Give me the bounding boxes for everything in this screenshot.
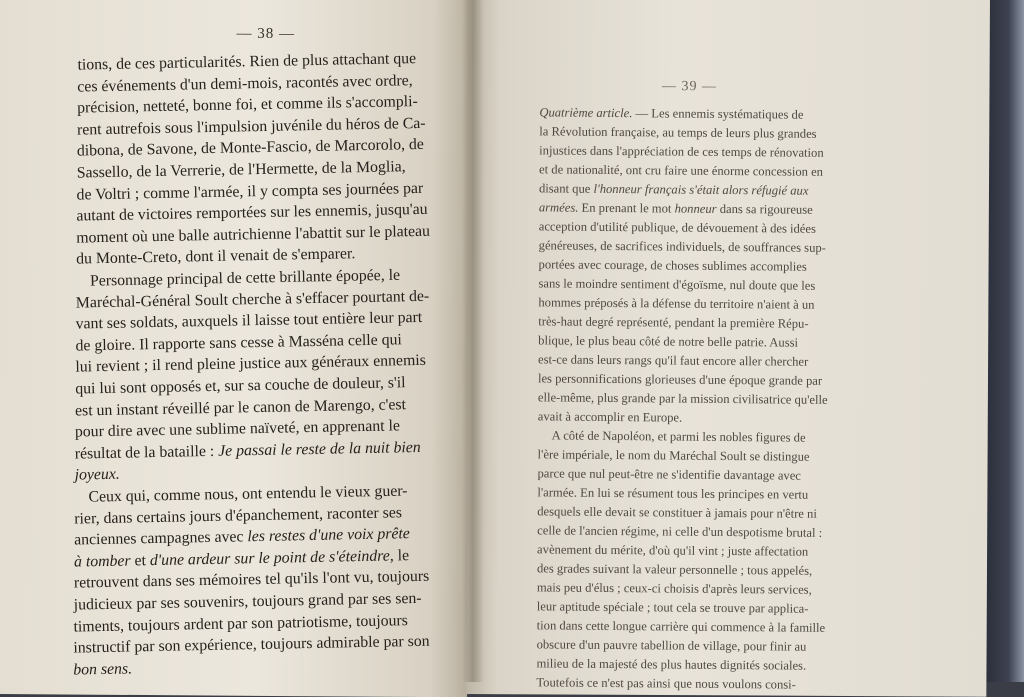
left-text-line	[77, 93, 447, 118]
right-text-line	[537, 542, 945, 561]
left-text-line	[75, 352, 445, 377]
background-cover	[985, 0, 1024, 682]
italic-text: joyeux.	[74, 466, 120, 484]
right-text-line	[539, 219, 947, 238]
italic-text: Je passai le reste de la nuit bien	[218, 438, 421, 460]
right-text-line	[539, 257, 947, 276]
text-fragment: injustices dans l'appréciation de ces temps de rénovation	[539, 143, 824, 160]
left-text-line	[73, 654, 443, 679]
text-fragment: généreuses, de sacrifices individuels, de souffrances sup-	[538, 238, 826, 255]
text-fragment: du Monte-Creto, dont il venait de s'emparer.	[75, 245, 356, 268]
right-text-line	[538, 276, 946, 295]
right-text-line	[539, 143, 947, 162]
text-fragment: desquels elle devait se constituer à jamais pour n'être ni	[537, 504, 817, 521]
italic-text: honneur	[674, 201, 717, 216]
left-text-line	[74, 525, 444, 550]
text-fragment: milieu de la majesté des plus hautes dignités sociales.	[536, 656, 807, 673]
left-text-line	[75, 417, 445, 442]
text-fragment: anciennes campagnes avec	[74, 528, 248, 549]
text-fragment: blique, le plus beau côté de notre belle patrie. Aussi	[538, 333, 799, 350]
text-fragment: obscure d'un pauvre tabellion de village, pour finir au	[536, 637, 807, 654]
right-text-line	[537, 523, 945, 542]
right-text-line	[539, 124, 947, 143]
text-fragment: de gloire. Il rapporte sans cesse à Masséna celle qui	[75, 331, 402, 355]
text-fragment: très-haut degré représenté, pendant la première Répu-	[538, 314, 809, 331]
text-fragment: le	[393, 546, 410, 565]
right-text-line	[538, 352, 946, 371]
text-fragment: et	[130, 551, 151, 570]
left-text-line	[76, 309, 446, 334]
text-fragment: judicieux par ses souvenirs, toujours grand par ses sen-	[73, 589, 422, 614]
text-fragment: avènement du mérite, d'où qu'il vint ; juste affectation	[537, 542, 809, 559]
text-fragment: tions, de ces particularités. Rien de plus attachant que	[77, 50, 417, 74]
right-text-line	[537, 504, 945, 523]
text-fragment: ces événements d'un demi-mois, racontés avec ordre,	[77, 71, 413, 96]
text-fragment: tion dans cette longue carrière qui commence à la famille	[536, 618, 826, 635]
text-fragment: portées avec courage, de choses sublimes accomplies	[538, 257, 807, 274]
left-text-line	[90, 266, 446, 291]
text-fragment: parce que nul peut-être ne s'identifie davantage avec	[537, 466, 802, 483]
text-fragment: de Voltri ; comme l'armée, il y compta ses journées par	[76, 179, 424, 204]
text-fragment: Ceux qui, comme nous, ont entendu le vieux guer-	[88, 482, 408, 506]
text-fragment: précision, netteté, bonne foi, et comme ils s'accompli-	[77, 93, 418, 117]
text-fragment: acception d'utilité publique, de dévouement à des idées	[538, 219, 816, 236]
left-text-line	[74, 568, 444, 593]
right-text-line	[552, 428, 946, 446]
right-text-line	[539, 181, 947, 200]
text-fragment: En prenant le mot	[578, 200, 675, 216]
right-text-line	[539, 105, 947, 124]
left-text-line	[76, 201, 446, 226]
right-text-line	[537, 485, 945, 504]
left-text-line	[76, 244, 446, 269]
text-fragment: dans sa rigoureuse	[716, 201, 813, 217]
italic-text: armées.	[538, 200, 579, 215]
text-fragment: sans le moindre sentiment d'égoïsme, nul doute que les	[538, 276, 816, 293]
text-fragment: hommes préposés à la défense du territoire n'aient à un	[538, 295, 815, 312]
text-fragment: celle de l'ancien régime, ni celle d'un despotisme brutal :	[537, 523, 823, 540]
right-text-line	[538, 314, 946, 333]
text-fragment: qui lui sont opposés et, sur sa couche de douleur, s'il	[75, 374, 406, 398]
text-fragment: est-ce dans leurs rangs qu'il faut encore aller chercher	[538, 352, 809, 369]
right-text-line	[538, 333, 946, 352]
left-page	[0, 0, 472, 697]
right-text-line	[537, 466, 945, 485]
left-text-line	[77, 49, 447, 74]
text-fragment: instructif par son expérience, toujours admirable par son	[73, 632, 430, 657]
italic-text: Quatrième article.	[539, 105, 633, 121]
italic-text: bon sens.	[73, 660, 133, 679]
text-fragment: et de nationalité, ont cru faire une énorme concession en	[539, 162, 824, 179]
page-number-left: — 38 —	[236, 25, 296, 43]
text-fragment: Personnage principal de cette brillante épopée, le	[89, 266, 401, 290]
left-text-line	[73, 633, 443, 658]
italic-text: à tomber	[73, 552, 131, 571]
left-text-line	[77, 71, 447, 96]
right-text-line	[538, 447, 946, 466]
text-fragment: l'armée. En lui se résument tous les principes en vertu	[537, 485, 809, 502]
right-text-line	[536, 656, 944, 675]
text-fragment: dibona, de Savone, de Monte-Fascio, de Marcorolo, de	[76, 136, 424, 160]
text-fragment: A côté de Napoléon, et parmi les nobles figures de	[551, 428, 806, 445]
text-fragment: lui revient ; il rend pleine justice aux généraux ennemis	[75, 352, 426, 376]
right-text-line	[538, 409, 946, 428]
text-fragment: retrouvent dans ses mémoires tel qu'ils l'ont vu, toujours	[73, 568, 430, 592]
text-fragment: pour dire avec une sublime naïveté, en apprenant le	[74, 417, 401, 441]
page-number-right: — 39 —	[661, 79, 718, 95]
book-gutter	[462, 0, 484, 682]
left-text-line	[74, 589, 444, 614]
text-fragment: vant ses soldats, auxquels il laisse tout entière leur part	[75, 309, 423, 333]
right-text-line	[539, 200, 947, 219]
right-text-line	[538, 390, 946, 409]
left-text-line	[73, 611, 443, 636]
left-text-line	[88, 482, 444, 507]
text-fragment: leur aptitude spéciale ; tout cela se trouve par applica-	[536, 599, 809, 616]
text-fragment: est un instant réveillé par le canon de Marengo, c'est	[74, 395, 407, 420]
right-text-line	[539, 238, 947, 257]
right-text-line	[537, 561, 945, 580]
right-text-line	[539, 162, 947, 181]
italic-text: d'une ardeur sur le point de s'éteindre,	[149, 547, 394, 569]
text-fragment: timents, toujours ardent par son patriotisme, toujours	[73, 611, 409, 636]
left-text-line	[74, 503, 444, 528]
right-text-line	[538, 295, 946, 314]
text-fragment: la Révolution française, au temps de leurs plus grandes	[539, 124, 817, 141]
text-fragment: Maréchal-Général Soult cherche à s'effacer pourtant de-	[75, 287, 430, 312]
text-fragment: des grades suivant la valeur personnelle ; tous appelés,	[536, 561, 813, 578]
left-text-line	[77, 136, 447, 161]
text-fragment: avait à accomplir en Europe.	[537, 409, 683, 425]
text-fragment: autant de victoires remportées sur les ennemis, jusqu'au	[76, 201, 428, 225]
text-fragment: les personnifications glorieuses d'une époque grande par	[537, 371, 823, 388]
text-fragment: mais peu d'élus ; ceux-ci choisis d'après leurs services,	[536, 580, 812, 597]
left-text-line	[76, 287, 446, 312]
left-text-line	[76, 179, 446, 204]
right-text-line	[537, 599, 945, 618]
text-fragment: elle-même, plus grande par la mission civilisatrice qu'elle	[537, 390, 828, 407]
text-fragment: résultat de la bataille :	[74, 442, 219, 463]
text-fragment: Sassello, de la Verrerie, de l'Hermette, de la Moglia,	[76, 158, 406, 182]
text-fragment: — Les ennemis systématiques de	[632, 106, 804, 122]
text-fragment: disant que	[538, 181, 594, 196]
left-text-line	[74, 460, 444, 485]
left-text-line	[75, 395, 445, 420]
italic-text: les restes d'une voix prête	[247, 525, 410, 546]
right-text-line	[537, 580, 945, 599]
italic-text: l'honneur français s'était alors réfugié aux	[593, 181, 809, 198]
right-text-line	[538, 371, 946, 390]
left-text-line	[77, 157, 447, 182]
right-text-line	[536, 675, 944, 694]
text-fragment: rent autrefois sous l'impulsion juvénile du héros de Ca-	[76, 114, 426, 139]
text-fragment: rier, dans certains jours d'épanchement, raconter ses	[74, 503, 403, 528]
text-fragment: moment où une balle autrichienne l'abattit sur le plateau	[76, 222, 431, 247]
text-fragment: l'ère impériale, le nom du Maréchal Soult se distingue	[537, 447, 810, 464]
right-text-line	[537, 618, 945, 637]
right-text-line	[537, 637, 945, 656]
text-fragment: Toutefois ce n'est pas ainsi que nous voulons consi-	[536, 675, 796, 692]
left-text-line	[75, 373, 445, 398]
right-page	[466, 0, 990, 697]
